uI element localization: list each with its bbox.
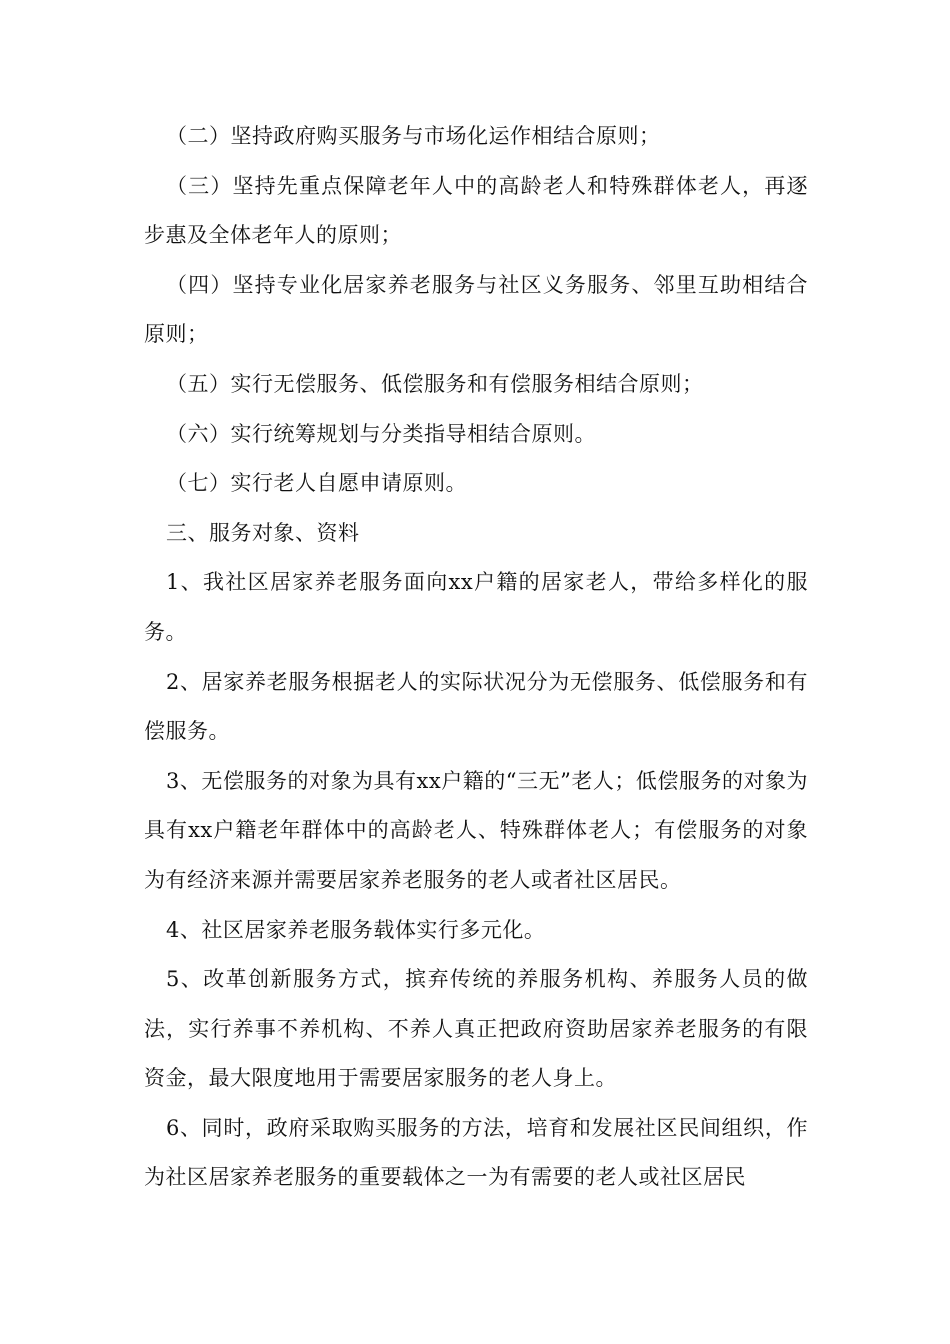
paragraph-principle-2: （二）坚持政府购买服务与市场化运作相结合原则； xyxy=(166,124,661,148)
paragraph-item-6: 6、同时，政府采取购买服务的方法，培育和发展社区民间组织，作为社区居家养老服务的重要载体之一为有需要的老人或社区居民 xyxy=(144,1115,808,1190)
paragraph-principle-5: （五）实行无偿服务、低偿服务和有偿服务相结合原则； xyxy=(166,371,704,396)
document-body xyxy=(144,112,808,1203)
paragraph-item-4: 4、社区居家养老服务载体实行多元化。 xyxy=(166,917,546,942)
paragraph-item-1: 1、我社区居家养老服务面向xx户籍的居家老人，带给多样化的服务。 xyxy=(144,570,808,644)
paragraph-principle-3: （三）坚持先重点保障老年人中的高龄老人和特殊群体老人，再逐步惠及全体老年人的原则； xyxy=(144,173,808,248)
paragraph-item-5: 5、改革创新服务方式，摈弃传统的养服务机构、养服务人员的做法，实行养事不养机构、不养人真正把政府资助居家养老服务的有限资金，最大限度地用于需要居家服务的老人身上。 xyxy=(144,967,808,1091)
paragraph-principle-7: （七）实行老人自愿申请原则。 xyxy=(166,471,467,496)
section-heading: 三、服务对象、资料 xyxy=(166,520,360,545)
paragraph-item-3: 3、无偿服务的对象为具有xx户籍的“三无”老人；低偿服务的对象为具有xx户籍老年群体中的高龄老人、特殊群体老人；有偿服务的对象为有经济来源并需要居家养老服务的老人或者社区居民。 xyxy=(144,768,808,892)
paragraph-principle-4: （四）坚持专业化居家养老服务与社区义务服务、邻里互助相结合原则； xyxy=(144,272,808,347)
paragraph-item-2: 2、居家养老服务根据老人的实际状况分为无偿服务、低偿服务和有偿服务。 xyxy=(144,669,808,744)
paragraph-principle-6: （六）实行统筹规划与分类指导相结合原则。 xyxy=(166,421,596,446)
